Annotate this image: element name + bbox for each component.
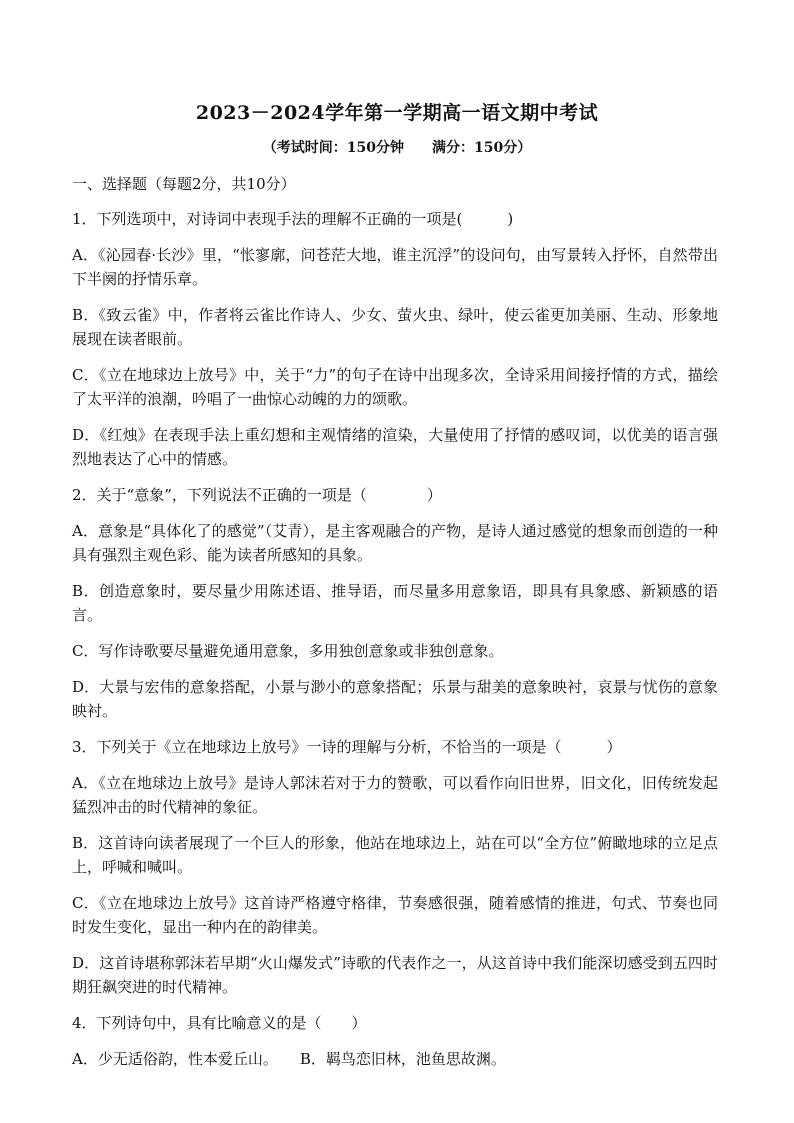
option-a: A．《立在地球边上放号》是诗人郭沫若对于力的赞歌，可以看作向旧世界，旧文化，旧传统发起猛烈冲击的时代精神的象征。 (72, 774, 718, 816)
question-stem: 2．关于“意象”，下列说法不正确的一项是（ ） (72, 486, 442, 504)
option-b: B．创造意象时，要尽量少用陈述语、推导语，而尽量多用意象语，即具有具象感、新颖感的语言。 (72, 582, 718, 624)
option-a: A．少无适俗韵，性本爱丘山。 (72, 1050, 278, 1068)
exam-info: （考试时间：150分钟 满分：150分） (262, 140, 532, 156)
question-3 (72, 735, 718, 999)
page-title: 2023－2024学年第一学期高一语文期中考试 (195, 102, 599, 124)
exam-content (72, 172, 718, 1071)
question-4 (72, 1011, 718, 1071)
question-stem: 4．下列诗句中，具有比喻意义的是（ ） (72, 1014, 367, 1032)
option-b: B．《致云雀》中，作者将云雀比作诗人、少女、萤火虫、绿叶，使云雀更加美丽、生动、形象地展现在读者眼前。 (72, 306, 718, 348)
section-heading: 一、选择题（每题2分，共10分） (72, 175, 296, 193)
option-d: D．《红烛》在表现手法上重幻想和主观情绪的渲染，大量使用了抒情的感叹词，以优美的语言强烈地表达了心中的情感。 (72, 426, 718, 468)
question-stem: 1．下列选项中，对诗词中表现手法的理解不正确的一项是( ) (72, 210, 514, 228)
option-a: A．意象是“具体化了的感觉”（艾青），是主客观融合的产物，是诗人通过感觉的想象而创造的一种具有强烈主观色彩、能为读者所感知的具象。 (72, 522, 718, 564)
option-c: C．《立在地球边上放号》这首诗严格遵守格律，节奏感很强，随着感情的推进，句式、节奏也同时发生变化，显出一种内在的韵律美。 (72, 894, 718, 936)
option-b: B．羁鸟恋旧林，池鱼思故渊。 (299, 1050, 506, 1068)
option-d: D．这首诗堪称郭沫若早期“火山爆发式”诗歌的代表作之一，从这首诗中我们能深切感受到五四时期狂飙突进的时代精神。 (72, 954, 718, 996)
question-stem: 3．下列关于《立在地球边上放号》一诗的理解与分析，不恰当的一项是（ ） (72, 738, 622, 756)
option-c: C．《立在地球边上放号》中，关于“力”的句子在诗中出现多次，全诗采用间接抒情的方式，描绘了太平洋的浪潮，吟唱了一曲惊心动魄的力的颂歌。 (72, 366, 718, 408)
question-2 (72, 483, 718, 723)
option-a: A．《沁园春·长沙》里，“怅寥廓，问苍茫大地，谁主沉浮”的设问句，由写景转入抒怀，自然带出下半阕的抒情乐章。 (72, 246, 718, 288)
question-1 (72, 207, 718, 471)
option-c: C．写作诗歌要尽量避免通用意象，多用独创意象或非独创意象。 (72, 642, 504, 660)
option-d: D．大景与宏伟的意象搭配，小景与渺小的意象搭配；乐景与甜美的意象映衬，哀景与忧伤的意象映衬。 (72, 678, 718, 720)
option-b: B．这首诗向读者展现了一个巨人的形象，他站在地球边上，站在可以“全方位”俯瞰地球的立足点上，呼喊和喊叫。 (72, 834, 718, 876)
inline-options (72, 1047, 718, 1071)
